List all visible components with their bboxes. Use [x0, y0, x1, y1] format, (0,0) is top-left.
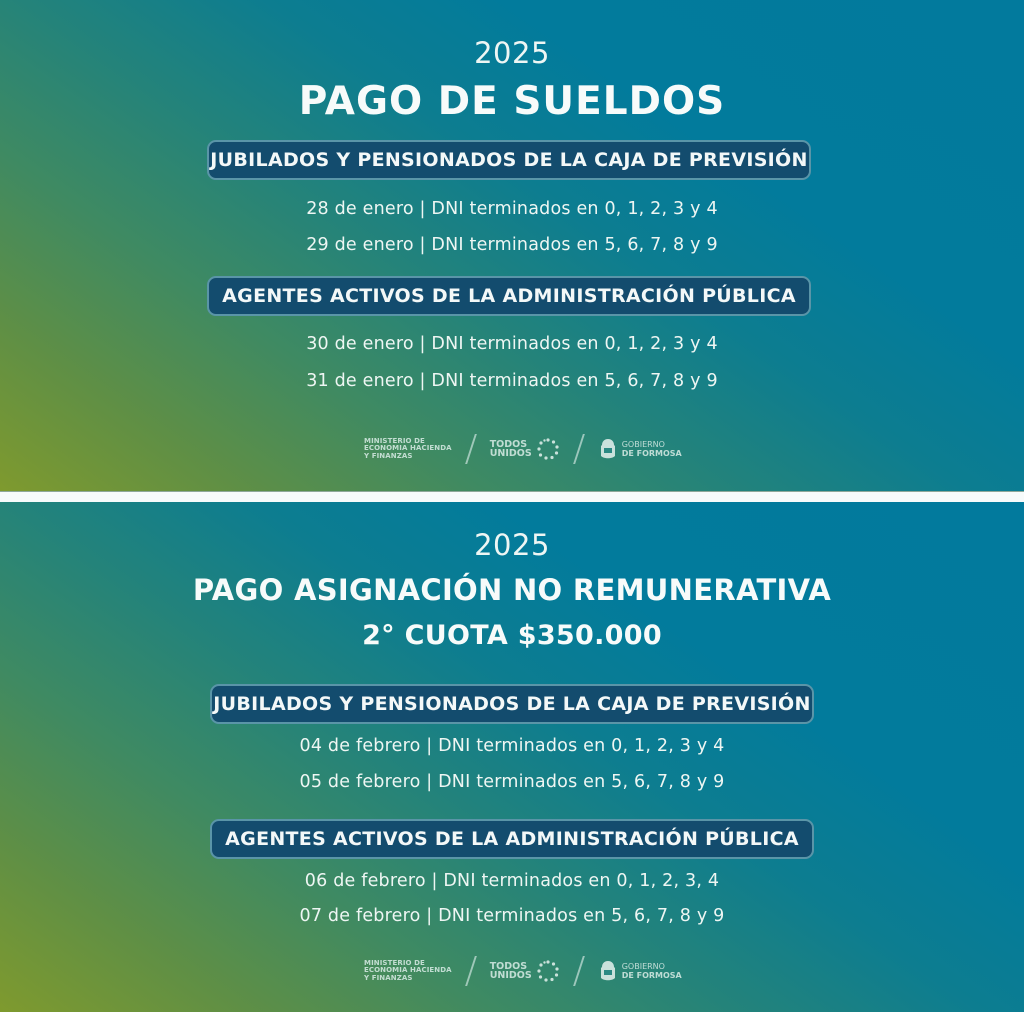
ministry-line: ECONOMIA HACIENDA: [364, 966, 452, 975]
installment-amount: 2° CUOTA $350.000: [362, 620, 662, 651]
ministry-line: MINISTERIO DE: [364, 958, 425, 967]
year-label: 2025: [474, 528, 550, 562]
ministry-line: ECONOMIA HACIENDA: [364, 444, 452, 453]
ministry-logo: [364, 960, 452, 983]
schedule-row: 05 de febrero | DNI terminados en 5, 6, 7, 8 y 9: [299, 772, 725, 792]
todos-unidos-logo: [490, 959, 560, 983]
gov-line: DE FORMOSA: [621, 971, 682, 980]
star-ring-icon: [536, 959, 560, 983]
todos-unidos-logo: [490, 437, 560, 461]
schedule-row: 31 de enero | DNI terminados en 5, 6, 7, 8 y 9: [306, 371, 718, 391]
todos-line: TODOS: [489, 960, 528, 972]
star-ring-icon: [536, 437, 560, 461]
schedule-row: 06 de febrero | DNI terminados en 0, 1, 2, 3, 4: [304, 871, 720, 891]
schedule-row: 28 de enero | DNI terminados en 0, 1, 2, 3 y 4: [306, 199, 718, 219]
ministry-line: MINISTERIO DE: [364, 436, 425, 445]
section-heading-retirees: JUBILADOS Y PENSIONADOS DE LA CAJA DE PREVISIÓN: [207, 140, 811, 180]
panel-title: PAGO DE SUELDOS: [298, 79, 726, 124]
gov-line: GOBIERNO: [621, 440, 665, 449]
logo-separator: [573, 956, 585, 986]
section-heading-active-agents: AGENTES ACTIVOS DE LA ADMINISTRACIÓN PÚBLICA: [207, 276, 811, 316]
schedule-row: 04 de febrero | DNI terminados en 0, 1, 2, 3 y 4: [299, 736, 725, 756]
gobierno-formosa-logo: [598, 960, 682, 982]
panel-title: PAGO ASIGNACIÓN NO REMUNERATIVA: [192, 573, 832, 607]
todos-line: TODOS: [489, 438, 528, 450]
coat-of-arms-icon: [598, 960, 618, 982]
allowance-payment-panel: [0, 502, 1024, 1012]
salary-payment-panel: [0, 0, 1024, 492]
section-heading-active-agents: AGENTES ACTIVOS DE LA ADMINISTRACIÓN PÚBLICA: [210, 819, 814, 859]
unidos-line: UNIDOS: [489, 970, 532, 981]
coat-of-arms-icon: [598, 438, 618, 460]
footer-logos: [364, 954, 684, 988]
logo-separator: [573, 434, 585, 464]
footer-logos: [364, 432, 684, 466]
logo-separator: [465, 956, 477, 986]
gov-line: GOBIERNO: [621, 962, 665, 971]
ministry-logo: [364, 438, 452, 461]
ministry-line: Y FINANZAS: [364, 451, 413, 460]
panel-divider: [0, 492, 1024, 502]
unidos-line: UNIDOS: [489, 448, 532, 459]
gov-line: DE FORMOSA: [621, 449, 682, 458]
schedule-row: 29 de enero | DNI terminados en 5, 6, 7, 8 y 9: [306, 235, 718, 255]
year-label: 2025: [474, 36, 550, 70]
ministry-line: Y FINANZAS: [364, 973, 413, 982]
schedule-row: 30 de enero | DNI terminados en 0, 1, 2, 3 y 4: [306, 334, 718, 354]
section-heading-retirees: JUBILADOS Y PENSIONADOS DE LA CAJA DE PREVISIÓN: [210, 684, 814, 724]
gobierno-formosa-logo: [598, 438, 682, 460]
logo-separator: [465, 434, 477, 464]
schedule-row: 07 de febrero | DNI terminados en 5, 6, 7, 8 y 9: [299, 906, 725, 926]
